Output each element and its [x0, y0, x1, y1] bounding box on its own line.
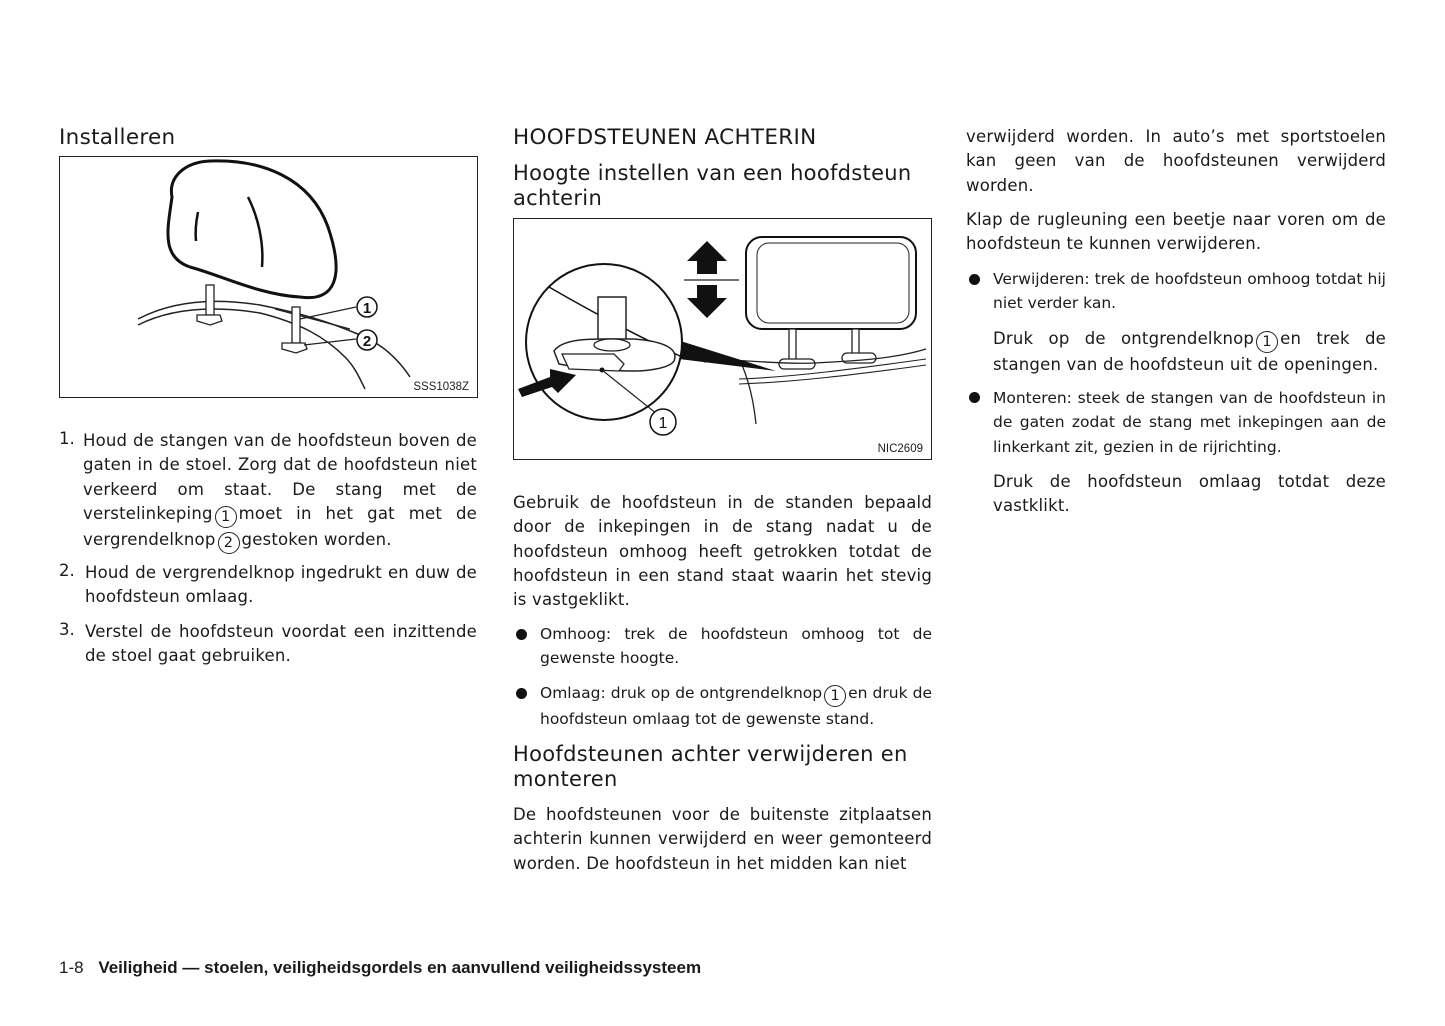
right-paragraph-1: verwijderd worden. In auto’s met sportstoelen kan geen van de hoofdsteunen verwijderd worden. [966, 127, 1386, 195]
bullet-verwijderen-followup: Druk op de ontgrendelknop 1 en trek de stangen van de hoofdsteun uit de openingen. [993, 329, 1386, 374]
bullet-icon [516, 688, 527, 699]
step-1-text: Houd de stangen van de hoofdsteun boven de gaten in de stoel. Zorg dat de hoofdsteun niet verkeerd om staat. De stang met de verstelinkeping 1 moet in het gat met de vergrendelknop 2 gestoken worden. [83, 429, 477, 554]
subheading-remove-mount: Hoofdsteunen achter verwijderen en monteren [513, 742, 908, 791]
bullet-icon [969, 274, 980, 285]
figure-headrest-install [59, 156, 478, 398]
callout-1-inline: 1 [824, 685, 846, 707]
bullet-omhoog: Omhoog: trek de hoofdsteun omhoog tot de gewenste hoogte. [540, 625, 932, 668]
callout-1: 1 [658, 415, 668, 432]
bullet-monteren: Monteren: steek de stangen van de hoofdsteun in de gaten zodat de stang met inkepingen aan de linkerkant zit, gezien in de rijrichting. [993, 389, 1386, 456]
bullet-icon [516, 629, 527, 640]
bullet-monteren-followup: Druk de hoofdsteun omlaag totdat deze vastklikt. [993, 472, 1386, 516]
callout-1: 1 [362, 300, 372, 317]
figure-code: SSS1038Z [413, 381, 469, 393]
page-number: 1-8 [59, 958, 84, 977]
bullet-icon [969, 392, 980, 403]
figure-code: NIC2609 [877, 443, 923, 455]
rear-headrest-illustration [514, 219, 931, 459]
step-number: 1. [59, 429, 75, 448]
figure-rear-headrest [513, 218, 932, 460]
callout-1-inline: 1 [1256, 331, 1278, 353]
callout-2: 2 [362, 333, 372, 350]
headrest-illustration [60, 157, 477, 397]
remove-paragraph: De hoofdsteunen voor de buitenste zitplaatsen achterin kunnen verwijderd en weer gemonteerd worden. De hoofdsteun in het midden kan niet [513, 805, 932, 873]
right-paragraph-2: Klap de rugleuning een beetje naar voren om de hoofdsteun te kunnen verwijderen. [966, 210, 1386, 254]
callout-1-inline: 1 [215, 506, 237, 528]
heading-installeren: Installeren [59, 125, 176, 150]
bullet-verwijderen: Verwijderen: trek de hoofdsteun omhoog totdat hij niet verder kan. [993, 270, 1386, 313]
callout-2-inline: 2 [218, 532, 240, 554]
chapter-title: Veiligheid — stoelen, veiligheidsgordels en aanvullend veiligheidssysteem [98, 958, 702, 977]
usage-paragraph: Gebruik de hoofdsteun in de standen bepaald door de inkepingen in de stang nadat u de hoofdsteun omhoog heeft getrokken totdat de hoofdsteun in een stand staat waarin het stevig is vastgeklikt. [513, 493, 932, 610]
page-footer [59, 958, 701, 978]
section-heading: HOOFDSTEUNEN ACHTERIN [513, 125, 817, 150]
step-2-text: Houd de vergrendelknop ingedrukt en duw de hoofdsteun omlaag. [85, 563, 477, 607]
subheading-height-adjust: Hoogte instellen van een hoofdsteun achterin [513, 161, 912, 210]
step-number: 3. [59, 620, 75, 639]
bullet-omlaag: Omlaag: druk op de ontgrendelknop 1 en druk de hoofdsteun omlaag tot de gewenste stand. [540, 684, 932, 728]
step-3-text: Verstel de hoofdsteun voordat een inzittende de stoel gaat gebruiken. [85, 622, 477, 666]
step-number: 2. [59, 561, 75, 580]
